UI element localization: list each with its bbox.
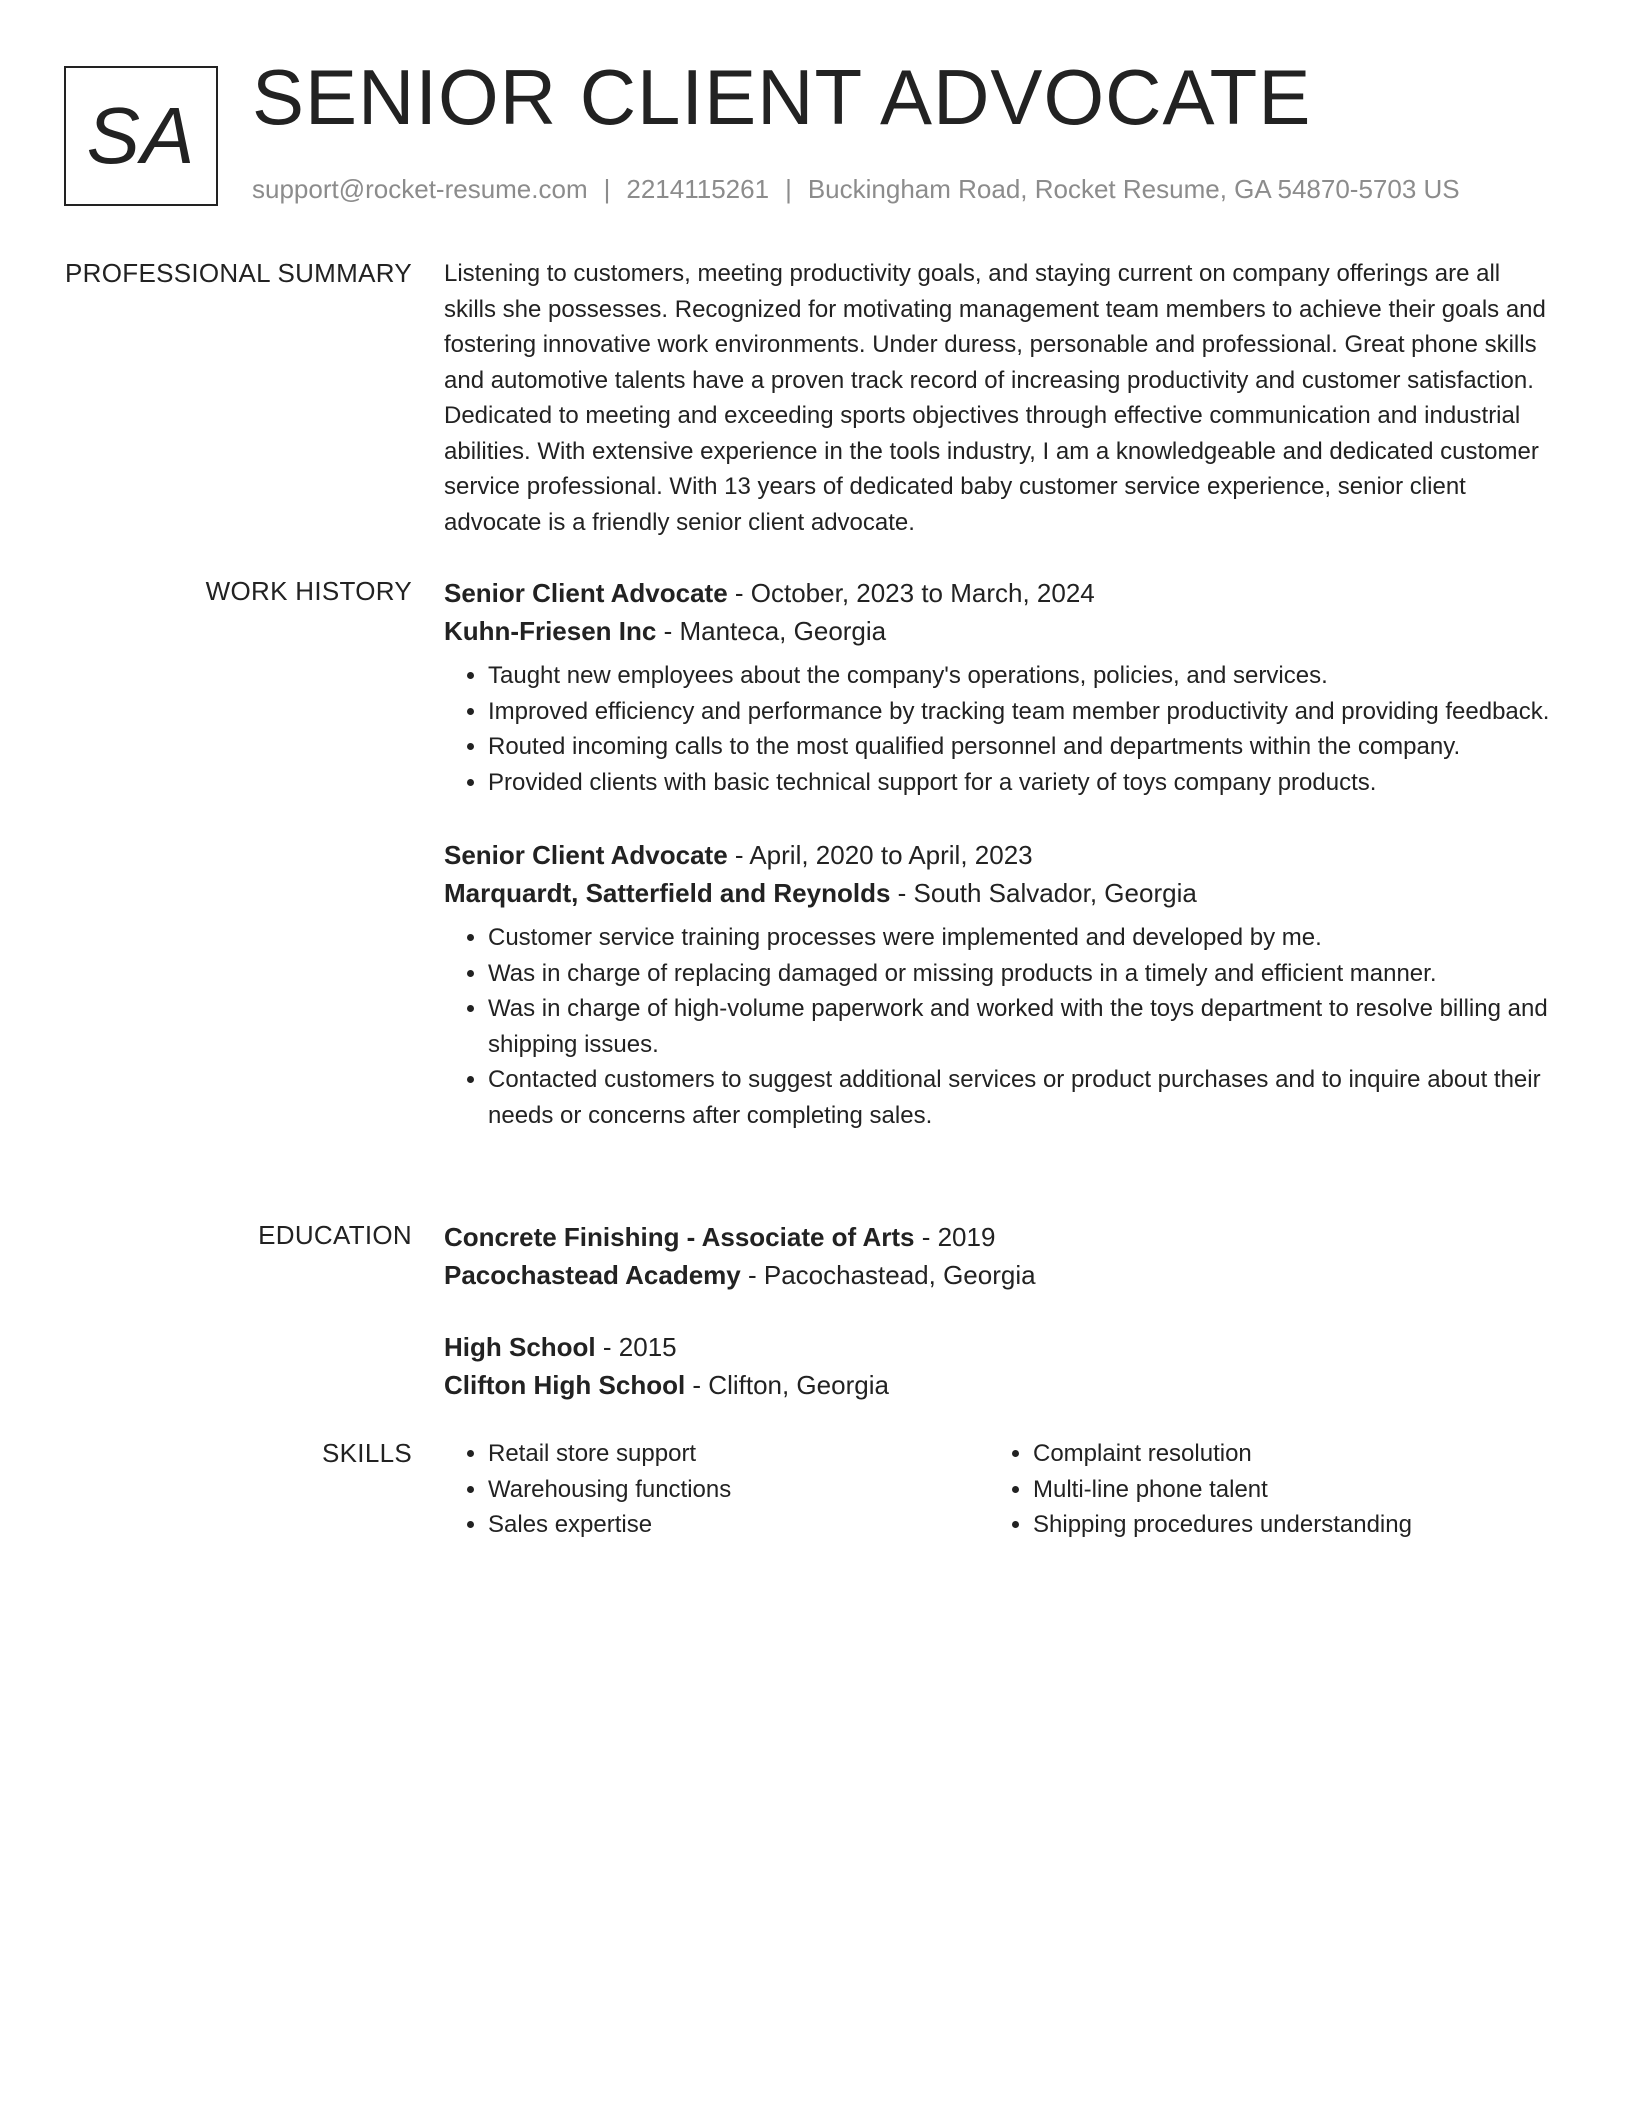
skill-item: • Warehousing functions — [488, 1472, 989, 1508]
summary-body — [444, 256, 1556, 540]
skills-grid — [444, 1436, 1556, 1543]
job-title-line — [444, 574, 1556, 612]
contact-separator: | — [603, 174, 611, 204]
contact-email[interactable]: support@rocket-resume.com — [252, 174, 588, 204]
skill-item: • Shipping procedures understanding — [1033, 1507, 1534, 1543]
section-heading: SKILLS — [322, 1438, 412, 1468]
list-item: • Was in charge of replacing damaged or missing products in a timely and efficient manner. — [488, 956, 1556, 992]
education-year: - 2015 — [595, 1332, 677, 1362]
education-degree-line — [444, 1328, 1556, 1366]
job-location: - Manteca, Georgia — [656, 616, 887, 646]
section-heading: PROFESSIONAL SUMMARY — [65, 258, 412, 288]
contact-address: Buckingham Road, Rocket Resume, GA 54870-5703 US — [807, 174, 1460, 204]
education-entry — [444, 1218, 1556, 1294]
job-company: Kuhn-Friesen Inc — [444, 616, 657, 646]
contact-phone[interactable]: 2214115261 — [626, 174, 770, 204]
job-entry — [444, 836, 1556, 1133]
education-entry — [444, 1328, 1556, 1404]
education-degree-line — [444, 1218, 1556, 1256]
education-school-line — [444, 1366, 1556, 1404]
job-bullets — [444, 920, 1556, 1133]
job-title: Senior Client Advocate — [444, 840, 728, 870]
job-dates: - October, 2023 to March, 2024 — [727, 578, 1095, 608]
job-bullets — [444, 658, 1556, 800]
skill-item: • Retail store support — [488, 1436, 989, 1472]
list-item: • Was in charge of high-volume paperwork and worked with the toys department to resolve billing and shipping issues. — [488, 991, 1556, 1062]
section-heading: WORK HISTORY — [205, 576, 412, 606]
summary-text: Listening to customers, meeting productivity goals, and staying current on company offerings are all skills she possesses. Recognized for motivating management team members to achieve their goals and fostering innovative work environments. Under duress, personable and professional. Great phone skills and automotive talents have a proven track record of increasing productivity and customer satisfaction. Dedicated to meeting and exceeding sports objectives through effective communication and industrial abilities. With extensive experience in the tools industry, I am a knowledgeable and dedicated customer service professional. With 13 years of dedicated baby customer service experience, senior client advocate is a friendly senior client advocate. — [444, 260, 1546, 536]
education-school-line — [444, 1256, 1556, 1294]
education-degree: Concrete Finishing - Associate of Arts — [444, 1222, 915, 1252]
list-item: • Routed incoming calls to the most qualified personnel and departments within the company. — [488, 729, 1556, 765]
list-item: • Provided clients with basic technical support for a variety of toys company products. — [488, 765, 1556, 801]
education-body — [444, 1218, 1556, 1404]
skill-item: • Multi-line phone talent — [1033, 1472, 1534, 1508]
skill-item: • Complaint resolution — [1033, 1436, 1534, 1472]
skills-column-right — [989, 1436, 1534, 1543]
resume-title: SENIOR CLIENT ADVOCATE — [252, 53, 1312, 141]
job-location: - South Salvador, Georgia — [890, 878, 1197, 908]
job-entry — [444, 574, 1556, 800]
list-item: • Taught new employees about the company's operations, policies, and services. — [488, 658, 1556, 694]
education-school: Pacochastead Academy — [444, 1260, 741, 1290]
education-location: - Clifton, Georgia — [685, 1370, 889, 1400]
contact-line — [252, 174, 1460, 205]
education-school: Clifton High School — [444, 1370, 686, 1400]
skills-column-left — [444, 1436, 989, 1543]
job-title: Senior Client Advocate — [444, 578, 728, 608]
education-year: - 2019 — [914, 1222, 996, 1252]
education-location: - Pacochastead, Georgia — [740, 1260, 1036, 1290]
skills-list — [989, 1436, 1534, 1543]
job-dates: - April, 2020 to April, 2023 — [727, 840, 1033, 870]
job-company: Marquardt, Satterfield and Reynolds — [444, 878, 891, 908]
skills-body — [444, 1436, 1556, 1543]
job-title-line — [444, 836, 1556, 874]
job-company-line — [444, 874, 1556, 912]
skills-list — [444, 1436, 989, 1543]
list-item: • Improved efficiency and performance by tracking team member productivity and providing feedback. — [488, 694, 1556, 730]
skill-item: • Sales expertise — [488, 1507, 989, 1543]
contact-separator: | — [785, 174, 792, 204]
list-item: • Contacted customers to suggest additional services or product purchases and to inquire about their needs or concerns after completing sales. — [488, 1062, 1556, 1133]
job-company-line — [444, 612, 1556, 650]
monogram-badge: SA — [64, 66, 218, 206]
education-degree: High School — [444, 1332, 596, 1362]
list-item: • Customer service training processes were implemented and developed by me. — [488, 920, 1556, 956]
section-heading: EDUCATION — [258, 1220, 412, 1250]
work-history-body — [444, 574, 1556, 1133]
